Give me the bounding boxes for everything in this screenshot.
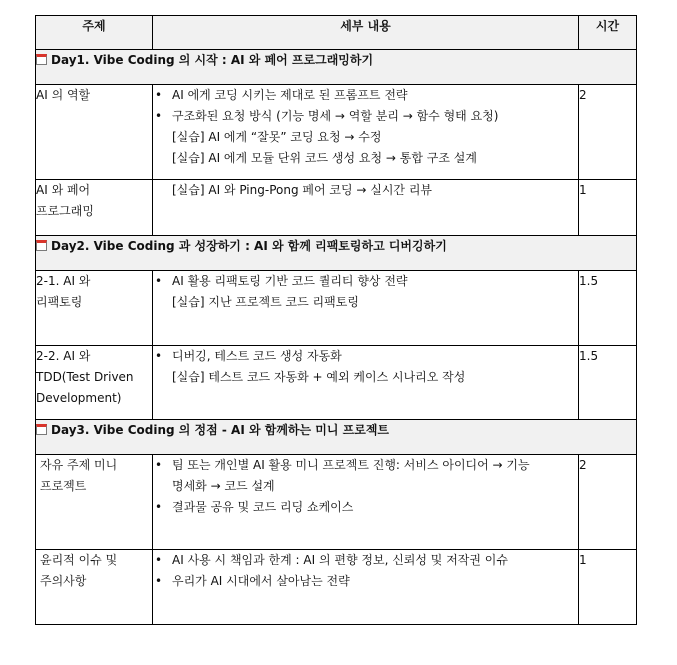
practice-item: [실습] AI 에게 “잘못” 코딩 요청 → 수정 xyxy=(172,130,382,144)
table-row xyxy=(36,550,637,625)
practice-item: [실습] 테스트 코드 자동화 + 예외 케이스 시나리오 작성 xyxy=(172,370,466,384)
hours-cell: 2 xyxy=(579,455,637,550)
table-row xyxy=(36,180,637,236)
list-item: • 팀 또는 개인별 AI 활용 미니 프로젝트 진행: 서비스 아이디어 → 기능 xyxy=(153,455,578,476)
topic-cell xyxy=(36,455,153,550)
topic-text: 프로젝트 xyxy=(40,479,87,493)
list-item: • AI 에게 코딩 시키는 제대로 된 프롬프트 전략 xyxy=(153,85,578,106)
day-row xyxy=(36,50,637,85)
details-cell xyxy=(153,455,579,550)
list-item: • 우리가 AI 시대에서 살아남는 전략 xyxy=(153,571,578,592)
topic-text: 프로그래밍 xyxy=(36,204,94,218)
header-hours: 시간 xyxy=(579,16,637,50)
topic-text: 자유 주제 미니 xyxy=(40,458,118,472)
details-cell xyxy=(153,550,579,625)
day-title: Day3. Vibe Coding 의 정점 - AI 와 함께하는 미니 프로젝트 xyxy=(51,423,390,437)
topic-cell xyxy=(36,271,153,346)
day-row xyxy=(36,420,637,455)
practice-item: [실습] AI 에게 모듈 단위 코드 생성 요청 → 통합 구조 설계 xyxy=(172,151,477,165)
table-row xyxy=(36,346,637,420)
topic-text: 2-2. AI 와 xyxy=(36,349,91,363)
topic-text: 2-1. AI 와 xyxy=(36,274,91,288)
table-row xyxy=(36,271,637,346)
day-title: Day2. Vibe Coding 과 성장하기 : AI 와 함께 리팩토링하고 디버깅하기 xyxy=(51,239,447,253)
header-topic: 주제 xyxy=(36,16,153,50)
day-title: Day1. Vibe Coding 의 시작 : AI 와 페어 프로그래밍하기 xyxy=(51,53,374,67)
topic-cell xyxy=(36,346,153,420)
practice-item: [실습] AI 와 Ping-Pong 페어 코딩 → 실시간 리뷰 xyxy=(172,183,433,197)
list-item: • 결과물 공유 및 코드 리딩 쇼케이스 xyxy=(153,497,578,518)
topic-cell xyxy=(36,85,153,180)
hours-cell: 1.5 xyxy=(579,346,637,420)
topic-cell xyxy=(36,180,153,236)
hours-cell: 1 xyxy=(579,550,637,625)
topic-text: 윤리적 이슈 및 xyxy=(40,553,118,567)
topic-text: AI 와 페어 xyxy=(36,183,91,197)
list-item: • 디버깅, 테스트 코드 생성 자동화 xyxy=(153,346,578,367)
practice-item: [실습] 지난 프로젝트 코드 리팩토링 xyxy=(172,295,359,309)
calendar-icon xyxy=(36,54,47,65)
details-cell xyxy=(153,271,579,346)
topic-text: 주의사항 xyxy=(40,574,87,588)
hours-cell: 1 xyxy=(579,180,637,236)
list-item: • 구조화된 요청 방식 (기능 명세 → 역할 분리 → 함수 형태 요청) xyxy=(153,106,578,127)
calendar-icon xyxy=(36,424,47,435)
hours-cell: 2 xyxy=(579,85,637,180)
details-cell xyxy=(153,346,579,420)
list-item: • AI 활용 리팩토링 기반 코드 퀄리티 향상 전략 xyxy=(153,271,578,292)
topic-text: TDD(Test Driven xyxy=(36,370,134,384)
header-row xyxy=(36,16,637,50)
table-row xyxy=(36,455,637,550)
details-cell xyxy=(153,85,579,180)
topic-cell xyxy=(36,550,153,625)
topic-text: 리팩토링 xyxy=(36,295,83,309)
table-row xyxy=(36,85,637,180)
hours-cell: 1.5 xyxy=(579,271,637,346)
calendar-icon xyxy=(36,240,47,251)
topic-text: Development) xyxy=(36,391,122,405)
details-cell xyxy=(153,180,579,236)
curriculum-table xyxy=(35,15,637,625)
bullet-continuation: 명세화 → 코드 설계 xyxy=(172,479,275,493)
day-row xyxy=(36,236,637,271)
header-details: 세부 내용 xyxy=(153,16,579,50)
list-item: • AI 사용 시 책임과 한계 : AI 의 편향 정보, 신뢰성 및 저작권 이슈 xyxy=(153,550,578,571)
topic-text: AI 의 역할 xyxy=(36,88,91,102)
